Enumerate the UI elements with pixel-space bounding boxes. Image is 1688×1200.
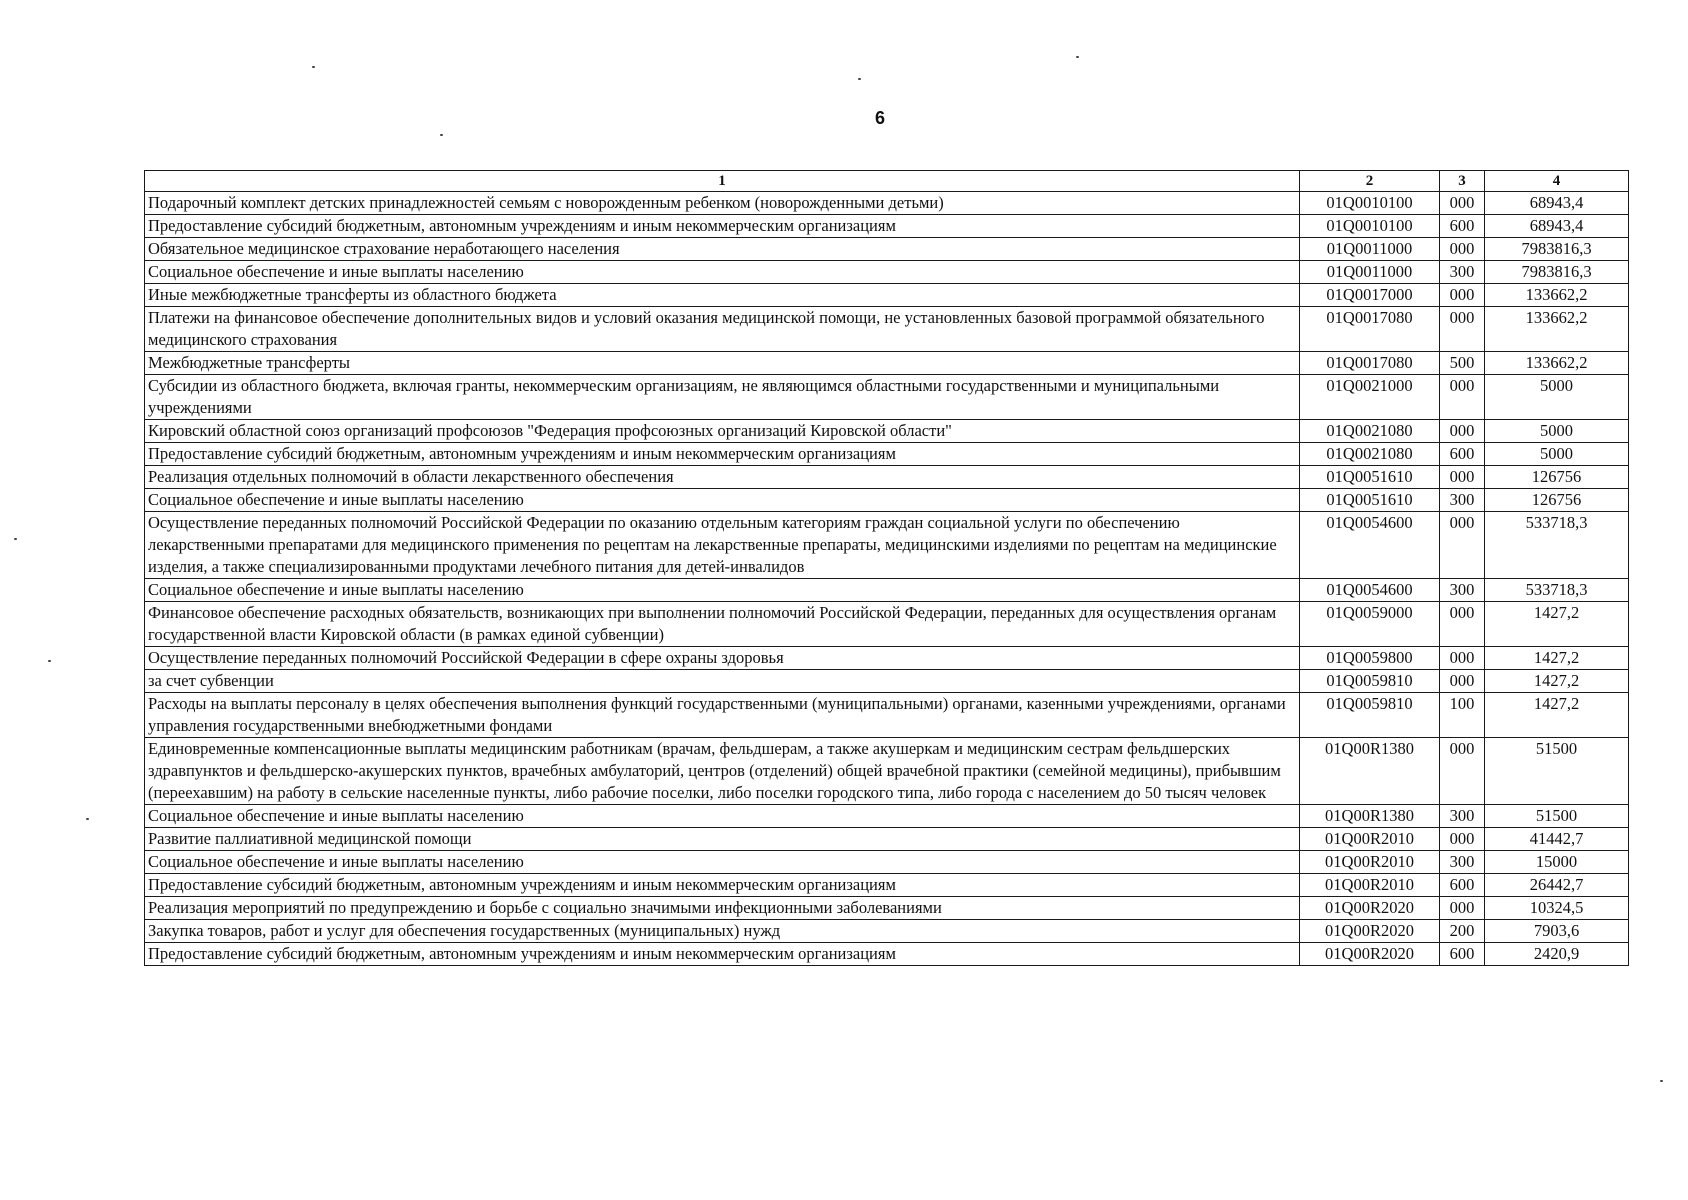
row-code-cell: 01Q0021000	[1300, 375, 1440, 420]
budget-table	[144, 170, 1629, 966]
row-code-cell: 01Q00R1380	[1300, 805, 1440, 828]
row-kvr-cell: 000	[1440, 602, 1485, 647]
row-kvr-cell: 000	[1440, 192, 1485, 215]
row-sum-cell: 26442,7	[1485, 874, 1629, 897]
row-sum-cell: 68943,4	[1485, 192, 1629, 215]
row-sum-cell: 7903,6	[1485, 920, 1629, 943]
table-row	[145, 828, 1629, 851]
table-row	[145, 420, 1629, 443]
row-code-cell: 01Q0051610	[1300, 489, 1440, 512]
row-name-cell: Закупка товаров, работ и услуг для обеспечения государственных (муниципальных) нужд	[145, 920, 1300, 943]
row-name-cell: Подарочный комплект детских принадлежностей семьям с новорожденным ребенком (новорожденными детьми)	[145, 192, 1300, 215]
row-name-cell: Кировский областной союз организаций профсоюзов "Федерация профсоюзных организаций Кировской области"	[145, 420, 1300, 443]
row-name-cell: Расходы на выплаты персоналу в целях обеспечения выполнения функций государственными (муниципальными) органами, казенными учреждениями, органами управления государственными внебюджетными фондами	[145, 693, 1300, 738]
row-kvr-cell: 000	[1440, 420, 1485, 443]
row-kvr-cell: 000	[1440, 647, 1485, 670]
table-row	[145, 851, 1629, 874]
row-name-cell: Социальное обеспечение и иные выплаты населению	[145, 489, 1300, 512]
row-code-cell: 01Q0051610	[1300, 466, 1440, 489]
scan-speck	[86, 818, 89, 820]
row-sum-cell: 2420,9	[1485, 943, 1629, 966]
row-kvr-cell: 600	[1440, 943, 1485, 966]
row-kvr-cell: 000	[1440, 466, 1485, 489]
row-code-cell: 01Q00R2020	[1300, 897, 1440, 920]
row-sum-cell: 126756	[1485, 466, 1629, 489]
row-kvr-cell: 300	[1440, 579, 1485, 602]
table-row	[145, 693, 1629, 738]
row-code-cell: 01Q0011000	[1300, 238, 1440, 261]
row-code-cell: 01Q0011000	[1300, 261, 1440, 284]
table-row	[145, 215, 1629, 238]
table-row	[145, 602, 1629, 647]
row-sum-cell: 133662,2	[1485, 352, 1629, 375]
row-name-cell: Обязательное медицинское страхование неработающего населения	[145, 238, 1300, 261]
row-kvr-cell: 000	[1440, 238, 1485, 261]
page-number: 6	[874, 108, 885, 128]
row-kvr-cell: 000	[1440, 284, 1485, 307]
table-row	[145, 466, 1629, 489]
row-kvr-cell: 100	[1440, 693, 1485, 738]
row-code-cell: 01Q0010100	[1300, 192, 1440, 215]
row-name-cell: Осуществление переданных полномочий Российской Федерации по оказанию отдельным категориям граждан социальной услуги по обеспечению лекарственными препаратами для медицинского применения по рецептам на лекарственные препараты, медицинскими изделиями по рецептам на медицинские изделия, а также специализированными продуктами лечебного питания для детей-инвалидов	[145, 512, 1300, 579]
row-code-cell: 01Q0021080	[1300, 443, 1440, 466]
row-name-cell: Иные межбюджетные трансферты из областного бюджета	[145, 284, 1300, 307]
header-row	[145, 171, 1629, 192]
row-name-cell: Социальное обеспечение и иные выплаты населению	[145, 851, 1300, 874]
row-code-cell: 01Q00R2020	[1300, 920, 1440, 943]
row-kvr-cell: 300	[1440, 489, 1485, 512]
row-code-cell: 01Q0059000	[1300, 602, 1440, 647]
row-name-cell: Межбюджетные трансферты	[145, 352, 1300, 375]
row-sum-cell: 7983816,3	[1485, 238, 1629, 261]
row-kvr-cell: 200	[1440, 920, 1485, 943]
row-kvr-cell: 600	[1440, 443, 1485, 466]
row-code-cell: 01Q0059810	[1300, 693, 1440, 738]
row-kvr-cell: 500	[1440, 352, 1485, 375]
table-row	[145, 897, 1629, 920]
row-name-cell: Предоставление субсидий бюджетным, автономным учреждениям и иным некоммерческим организациям	[145, 215, 1300, 238]
table-row	[145, 192, 1629, 215]
row-name-cell: Платежи на финансовое обеспечение дополнительных видов и условий оказания медицинской помощи, не установленных базовой программой обязательного медицинского страхования	[145, 307, 1300, 352]
row-sum-cell: 133662,2	[1485, 284, 1629, 307]
table-row	[145, 805, 1629, 828]
row-code-cell: 01Q00R2020	[1300, 943, 1440, 966]
scan-speck	[14, 538, 17, 540]
row-kvr-cell: 000	[1440, 670, 1485, 693]
row-kvr-cell: 300	[1440, 851, 1485, 874]
table-row	[145, 307, 1629, 352]
row-code-cell: 01Q0017000	[1300, 284, 1440, 307]
row-sum-cell: 51500	[1485, 805, 1629, 828]
table-row	[145, 238, 1629, 261]
row-sum-cell: 10324,5	[1485, 897, 1629, 920]
row-code-cell: 01Q0059810	[1300, 670, 1440, 693]
table-row	[145, 261, 1629, 284]
row-code-cell: 01Q0021080	[1300, 420, 1440, 443]
row-kvr-cell: 000	[1440, 738, 1485, 805]
table-row	[145, 375, 1629, 420]
scan-speck	[312, 66, 315, 68]
row-name-cell: Осуществление переданных полномочий Российской Федерации в сфере охраны здоровья	[145, 647, 1300, 670]
row-name-cell: Предоставление субсидий бюджетным, автономным учреждениям и иным некоммерческим организациям	[145, 874, 1300, 897]
row-code-cell: 01Q00R2010	[1300, 828, 1440, 851]
row-sum-cell: 5000	[1485, 375, 1629, 420]
row-code-cell: 01Q0054600	[1300, 579, 1440, 602]
row-sum-cell: 1427,2	[1485, 647, 1629, 670]
row-sum-cell: 5000	[1485, 420, 1629, 443]
row-name-cell: Реализация отдельных полномочий в области лекарственного обеспечения	[145, 466, 1300, 489]
scan-speck	[48, 660, 51, 662]
row-name-cell: Единовременные компенсационные выплаты медицинским работникам (врачам, фельдшерам, а также акушеркам и медицинским сестрам фельдшерских здравпунктов и фельдшерско-акушерских пунктов, врачебных амбулаторий, центров (отделений) общей врачебной практики (семейной медицины), прибывшим (переехавшим) на работу в сельские населенные пункты, либо рабочие поселки, либо поселки городского типа, либо города с населением до 50 тысяч человек	[145, 738, 1300, 805]
row-kvr-cell: 600	[1440, 874, 1485, 897]
table-row	[145, 579, 1629, 602]
table-row	[145, 512, 1629, 579]
table-row	[145, 489, 1629, 512]
row-kvr-cell: 000	[1440, 897, 1485, 920]
row-name-cell: Предоставление субсидий бюджетным, автономным учреждениям и иным некоммерческим организациям	[145, 943, 1300, 966]
row-sum-cell: 133662,2	[1485, 307, 1629, 352]
row-sum-cell: 5000	[1485, 443, 1629, 466]
table-row	[145, 443, 1629, 466]
row-name-cell: за счет субвенции	[145, 670, 1300, 693]
row-name-cell: Социальное обеспечение и иные выплаты населению	[145, 261, 1300, 284]
row-sum-cell: 1427,2	[1485, 670, 1629, 693]
row-sum-cell: 7983816,3	[1485, 261, 1629, 284]
row-name-cell: Финансовое обеспечение расходных обязательств, возникающих при выполнении полномочий Российской Федерации, переданных для осуществления органам государственной власти Кировской области (в рамках единой субвенции)	[145, 602, 1300, 647]
row-sum-cell: 533718,3	[1485, 512, 1629, 579]
row-name-cell: Развитие паллиативной медицинской помощи	[145, 828, 1300, 851]
scan-speck	[440, 134, 443, 136]
column-header-sum: 4	[1485, 171, 1629, 192]
table-row	[145, 284, 1629, 307]
table-row	[145, 943, 1629, 966]
row-code-cell: 01Q00R2010	[1300, 851, 1440, 874]
table-row	[145, 670, 1629, 693]
scan-speck	[858, 78, 861, 80]
column-header-code: 2	[1300, 171, 1440, 192]
row-sum-cell: 41442,7	[1485, 828, 1629, 851]
row-name-cell: Субсидии из областного бюджета, включая гранты, некоммерческим организациям, не являющимся областными государственными и муниципальными учреждениями	[145, 375, 1300, 420]
table-row	[145, 352, 1629, 375]
table-row	[145, 647, 1629, 670]
row-code-cell: 01Q0054600	[1300, 512, 1440, 579]
column-header-name: 1	[145, 171, 1300, 192]
row-kvr-cell: 000	[1440, 307, 1485, 352]
column-header-kvr: 3	[1440, 171, 1485, 192]
row-code-cell: 01Q00R1380	[1300, 738, 1440, 805]
row-sum-cell: 15000	[1485, 851, 1629, 874]
row-code-cell: 01Q00R2010	[1300, 874, 1440, 897]
row-name-cell: Социальное обеспечение и иные выплаты населению	[145, 579, 1300, 602]
row-code-cell: 01Q0017080	[1300, 352, 1440, 375]
row-sum-cell: 1427,2	[1485, 602, 1629, 647]
row-sum-cell: 1427,2	[1485, 693, 1629, 738]
row-sum-cell: 51500	[1485, 738, 1629, 805]
table-header	[145, 171, 1629, 192]
row-code-cell: 01Q0059800	[1300, 647, 1440, 670]
row-sum-cell: 126756	[1485, 489, 1629, 512]
row-code-cell: 01Q0017080	[1300, 307, 1440, 352]
row-code-cell: 01Q0010100	[1300, 215, 1440, 238]
scan-speck	[1660, 1080, 1663, 1082]
table-row	[145, 738, 1629, 805]
row-kvr-cell: 600	[1440, 215, 1485, 238]
row-name-cell: Реализация мероприятий по предупреждению и борьбе с социально значимыми инфекционными заболеваниями	[145, 897, 1300, 920]
table-body	[145, 192, 1629, 966]
row-kvr-cell: 300	[1440, 261, 1485, 284]
row-name-cell: Социальное обеспечение и иные выплаты населению	[145, 805, 1300, 828]
row-sum-cell: 68943,4	[1485, 215, 1629, 238]
row-kvr-cell: 000	[1440, 828, 1485, 851]
row-sum-cell: 533718,3	[1485, 579, 1629, 602]
table-row	[145, 920, 1629, 943]
row-kvr-cell: 300	[1440, 805, 1485, 828]
table-row	[145, 874, 1629, 897]
row-kvr-cell: 000	[1440, 375, 1485, 420]
row-kvr-cell: 000	[1440, 512, 1485, 579]
row-name-cell: Предоставление субсидий бюджетным, автономным учреждениям и иным некоммерческим организациям	[145, 443, 1300, 466]
scan-speck	[1076, 56, 1079, 58]
